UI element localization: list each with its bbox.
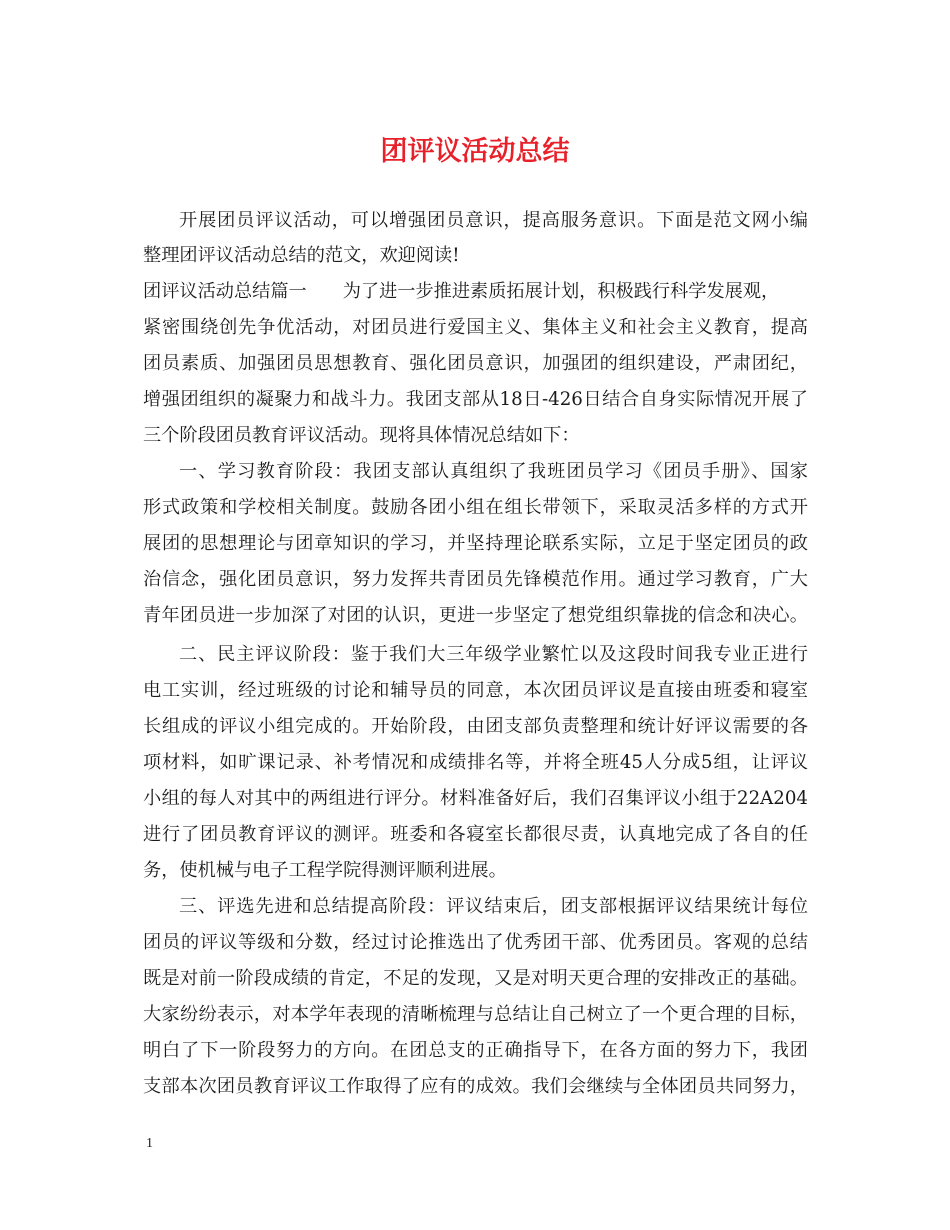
paragraph-line: 既是对前一阶段成绩的肯定，不足的发现，又是对明天更合理的安排改正的基础。 bbox=[143, 968, 808, 989]
section-lead-text: 为了进一步推进素质拓展计划，积极践行科学发展观， bbox=[342, 281, 780, 302]
paragraph-line: 项材料，如旷课记录、补考情况和成绩排名等，并将全班45人分成5组，让评议 bbox=[143, 752, 808, 773]
paragraph-line: 形式政策和学校相关制度。鼓励各团小组在组长带领下，采取灵活多样的方式开 bbox=[143, 497, 808, 518]
paragraph-line: 青年团员进一步加深了对团的认识，更进一步坚定了想党组织靠拢的信念和决心。 bbox=[143, 605, 808, 626]
paragraph-line: 三、评选先进和总结提高阶段：评议结束后，团支部根据评议结果统计每位 bbox=[179, 896, 808, 917]
section-heading-line bbox=[143, 280, 808, 304]
intro-line-2: 整理团评议活动总结的范文，欢迎阅读! bbox=[143, 245, 460, 266]
paragraph-line: 治信念，强化团员意识，努力发挥共青团员先锋模范作用。通过学习教育，广大 bbox=[143, 569, 808, 590]
paragraph-line: 明白了下一阶段努力的方向。在团总支的正确指导下，在各方面的努力下，我团 bbox=[143, 1040, 808, 1061]
paragraph-line: 紧密围绕创先争优活动，对团员进行爱国主义、集体主义和社会主义教育，提高 bbox=[143, 317, 808, 338]
paragraph-line: 进行了团员教育评议的测评。班委和各寝室长都很尽责，认真地完成了各自的任 bbox=[143, 824, 808, 845]
paragraph-line: 展团的思想理论与团章知识的学习，并坚持理论联系实际，立足于坚定团员的政 bbox=[143, 533, 808, 554]
intro-line-1: 开展团员评议活动，可以增强团员意识，提高服务意识。下面是范文网小编 bbox=[179, 210, 808, 231]
paragraph-line: 务，使机械与电子工程学院得测评顺利进展。 bbox=[143, 860, 507, 881]
paragraph-line: 二、民主评议阶段：鉴于我们大三年级学业繁忙以及这段时间我专业正进行 bbox=[179, 644, 808, 665]
document-title: 团评议活动总结 bbox=[380, 136, 570, 167]
paragraph-line: 支部本次团员教育评议工作取得了应有的成效。我们会继续与全体团员共同努力， bbox=[143, 1076, 808, 1097]
paragraph-line: 小组的每人对其中的两组进行评分。材料准备好后，我们召集评议小组于22A204 bbox=[143, 788, 808, 809]
section-heading: 团评议活动总结篇一 bbox=[143, 281, 307, 302]
paragraph-line: 增强团组织的凝聚力和战斗力。我团支部从18日-426日结合自身实际情况开展了 bbox=[143, 389, 808, 410]
page-number: 1 bbox=[146, 1136, 153, 1151]
paragraph-line: 大家纷纷表示，对本学年表现的清晰梳理与总结让自己树立了一个更合理的目标， bbox=[143, 1004, 808, 1025]
paragraph-line: 团员素质、加强团员思想教育、强化团员意识，加强团的组织建设，严肃团纪， bbox=[143, 353, 808, 374]
paragraph-line: 长组成的评议小组完成的。开始阶段，由团支部负责整理和统计好评议需要的各 bbox=[143, 716, 808, 737]
paragraph-line: 电工实训，经过班级的讨论和辅导员的同意，本次团员评议是直接由班委和寝室 bbox=[143, 680, 808, 701]
paragraph-line: 团员的评议等级和分数，经过讨论推选出了优秀团干部、优秀团员。客观的总结 bbox=[143, 932, 808, 953]
paragraph-line: 三个阶段团员教育评议活动。现将具体情况总结如下： bbox=[143, 425, 580, 446]
paragraph-line: 一、学习教育阶段：我团支部认真组织了我班团员学习《团员手册》、国家 bbox=[179, 461, 808, 482]
